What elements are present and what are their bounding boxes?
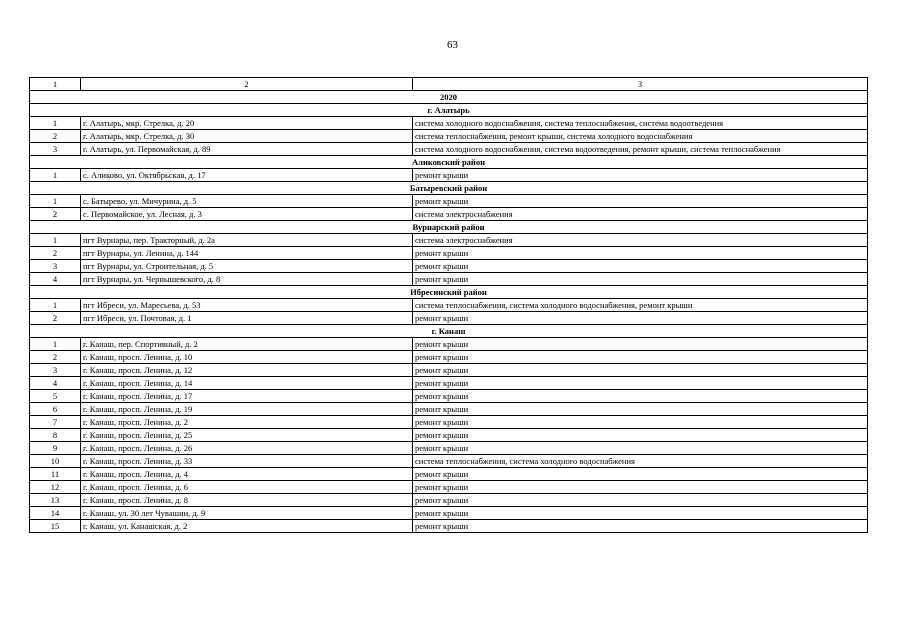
address-cell: г. Канаш, просп. Ленина, д. 26 bbox=[81, 442, 413, 455]
works-cell: ремонт крыши bbox=[413, 312, 868, 325]
table-row bbox=[30, 117, 868, 130]
address-cell: г. Алатырь, мкр. Стрелка, д. 20 bbox=[81, 117, 413, 130]
table-row bbox=[30, 390, 868, 403]
section-heading: Вурнарский район bbox=[30, 221, 868, 234]
address-cell: пгт Вурнары, ул. Чернышевского, д. 8 bbox=[81, 273, 413, 286]
address-cell: г. Канаш, просп. Ленина, д. 33 bbox=[81, 455, 413, 468]
row-number: 15 bbox=[30, 520, 81, 533]
works-cell: система электроснабжения bbox=[413, 208, 868, 221]
address-cell: с. Аликово, ул. Октябрьская, д. 17 bbox=[81, 169, 413, 182]
section-heading: Аликовский район bbox=[30, 156, 868, 169]
table-row bbox=[30, 208, 868, 221]
works-cell: система холодного водоснабжения, система теплоснабжения, система водоотведения bbox=[413, 117, 868, 130]
works-cell: ремонт крыши bbox=[413, 507, 868, 520]
section-heading: Батыревский район bbox=[30, 182, 868, 195]
works-cell: ремонт крыши bbox=[413, 468, 868, 481]
row-number: 12 bbox=[30, 481, 81, 494]
works-cell: ремонт крыши bbox=[413, 403, 868, 416]
works-cell: ремонт крыши bbox=[413, 260, 868, 273]
row-number: 3 bbox=[30, 364, 81, 377]
table-row bbox=[30, 299, 868, 312]
row-number: 1 bbox=[30, 195, 81, 208]
row-number: 4 bbox=[30, 377, 81, 390]
section-heading-row bbox=[30, 286, 868, 299]
year-row bbox=[30, 91, 868, 104]
works-cell: ремонт крыши bbox=[413, 338, 868, 351]
table-row bbox=[30, 520, 868, 533]
address-cell: г. Канаш, просп. Ленина, д. 6 bbox=[81, 481, 413, 494]
row-number: 9 bbox=[30, 442, 81, 455]
row-number: 2 bbox=[30, 208, 81, 221]
section-heading: г. Алатырь bbox=[30, 104, 868, 117]
address-cell: пгт Вурнары, ул. Строительная, д. 5 bbox=[81, 260, 413, 273]
works-cell: ремонт крыши bbox=[413, 364, 868, 377]
row-number: 2 bbox=[30, 312, 81, 325]
row-number: 11 bbox=[30, 468, 81, 481]
table-row bbox=[30, 143, 868, 156]
works-cell: ремонт крыши bbox=[413, 442, 868, 455]
address-cell: г. Канаш, просп. Ленина, д. 8 bbox=[81, 494, 413, 507]
address-cell: г. Канаш, пер. Спортивный, д. 2 bbox=[81, 338, 413, 351]
section-heading-row bbox=[30, 325, 868, 338]
works-cell: ремонт крыши bbox=[413, 494, 868, 507]
row-number: 5 bbox=[30, 390, 81, 403]
works-cell: ремонт крыши bbox=[413, 481, 868, 494]
address-cell: г. Канаш, просп. Ленина, д. 14 bbox=[81, 377, 413, 390]
works-cell: ремонт крыши bbox=[413, 195, 868, 208]
row-number: 13 bbox=[30, 494, 81, 507]
building-register-table bbox=[29, 77, 868, 533]
row-number: 7 bbox=[30, 416, 81, 429]
address-cell: пгт Вурнары, ул. Ленина, д. 144 bbox=[81, 247, 413, 260]
row-number: 1 bbox=[30, 117, 81, 130]
table-row bbox=[30, 468, 868, 481]
works-cell: ремонт крыши bbox=[413, 247, 868, 260]
table-row bbox=[30, 338, 868, 351]
address-cell: г. Алатырь, мкр. Стрелка, д. 30 bbox=[81, 130, 413, 143]
table-body bbox=[30, 78, 868, 533]
column-number-cell: 3 bbox=[413, 78, 868, 91]
row-number: 1 bbox=[30, 169, 81, 182]
address-cell: с. Первомайское, ул. Лесная, д. 3 bbox=[81, 208, 413, 221]
works-cell: ремонт крыши bbox=[413, 351, 868, 364]
works-cell: система холодного водоснабжения, система водоотведения, ремонт крыши, система теплоснабжения bbox=[413, 143, 868, 156]
address-cell: г. Канаш, просп. Ленина, д. 25 bbox=[81, 429, 413, 442]
table-row bbox=[30, 169, 868, 182]
section-heading-row bbox=[30, 221, 868, 234]
column-number-row bbox=[30, 78, 868, 91]
address-cell: пгт Ибреси, ул. Маресьева, д. 53 bbox=[81, 299, 413, 312]
table-row bbox=[30, 481, 868, 494]
address-cell: г. Канаш, ул. 30 лет Чувашии, д. 9 bbox=[81, 507, 413, 520]
row-number: 1 bbox=[30, 338, 81, 351]
address-cell: г. Канаш, просп. Ленина, д. 10 bbox=[81, 351, 413, 364]
row-number: 1 bbox=[30, 299, 81, 312]
works-cell: система теплоснабжения, ремонт крыши, система холодного водоснабжения bbox=[413, 130, 868, 143]
works-cell: ремонт крыши bbox=[413, 169, 868, 182]
address-cell: пгт Вурнары, пер. Тракторный, д. 2а bbox=[81, 234, 413, 247]
column-number-cell: 1 bbox=[30, 78, 81, 91]
address-cell: г. Канаш, просп. Ленина, д. 4 bbox=[81, 468, 413, 481]
works-cell: ремонт крыши bbox=[413, 429, 868, 442]
works-cell: система теплоснабжения, система холодного водоснабжения bbox=[413, 455, 868, 468]
table-row bbox=[30, 234, 868, 247]
address-cell: г. Канаш, просп. Ленина, д. 19 bbox=[81, 403, 413, 416]
section-heading: Ибресинский район bbox=[30, 286, 868, 299]
section-heading-row bbox=[30, 156, 868, 169]
row-number: 8 bbox=[30, 429, 81, 442]
address-cell: г. Алатырь, ул. Первомайская, д. 89 bbox=[81, 143, 413, 156]
works-cell: ремонт крыши bbox=[413, 520, 868, 533]
column-number-cell: 2 bbox=[81, 78, 413, 91]
section-heading-row bbox=[30, 104, 868, 117]
table-row bbox=[30, 442, 868, 455]
row-number: 2 bbox=[30, 351, 81, 364]
section-heading: г. Канаш bbox=[30, 325, 868, 338]
works-cell: система электроснабжения bbox=[413, 234, 868, 247]
row-number: 2 bbox=[30, 130, 81, 143]
works-cell: ремонт крыши bbox=[413, 416, 868, 429]
row-number: 10 bbox=[30, 455, 81, 468]
address-cell: г. Канаш, ул. Канашская, д. 2 bbox=[81, 520, 413, 533]
row-number: 6 bbox=[30, 403, 81, 416]
address-cell: пгт Ибреси, ул. Почтовая, д. 1 bbox=[81, 312, 413, 325]
table-row bbox=[30, 507, 868, 520]
row-number: 1 bbox=[30, 234, 81, 247]
table-row bbox=[30, 312, 868, 325]
address-cell: г. Канаш, просп. Ленина, д. 2 bbox=[81, 416, 413, 429]
row-number: 3 bbox=[30, 260, 81, 273]
table-row bbox=[30, 494, 868, 507]
table-row bbox=[30, 429, 868, 442]
row-number: 2 bbox=[30, 247, 81, 260]
table-row bbox=[30, 273, 868, 286]
table-row bbox=[30, 416, 868, 429]
table-row bbox=[30, 455, 868, 468]
works-cell: система теплоснабжения, система холодного водоснабжения, ремонт крыши bbox=[413, 299, 868, 312]
row-number: 14 bbox=[30, 507, 81, 520]
address-cell: с. Батырево, ул. Мичурина, д. 5 bbox=[81, 195, 413, 208]
table-row bbox=[30, 260, 868, 273]
works-cell: ремонт крыши bbox=[413, 377, 868, 390]
works-cell: ремонт крыши bbox=[413, 390, 868, 403]
table-row bbox=[30, 403, 868, 416]
table-row bbox=[30, 247, 868, 260]
address-cell: г. Канаш, просп. Ленина, д. 12 bbox=[81, 364, 413, 377]
year-heading: 2020 bbox=[30, 91, 868, 104]
address-cell: г. Канаш, просп. Ленина, д. 17 bbox=[81, 390, 413, 403]
table-row bbox=[30, 195, 868, 208]
table-row bbox=[30, 130, 868, 143]
page-number: 63 bbox=[447, 39, 458, 51]
table-row bbox=[30, 351, 868, 364]
row-number: 3 bbox=[30, 143, 81, 156]
section-heading-row bbox=[30, 182, 868, 195]
row-number: 4 bbox=[30, 273, 81, 286]
table-row bbox=[30, 364, 868, 377]
table-row bbox=[30, 377, 868, 390]
works-cell: ремонт крыши bbox=[413, 273, 868, 286]
